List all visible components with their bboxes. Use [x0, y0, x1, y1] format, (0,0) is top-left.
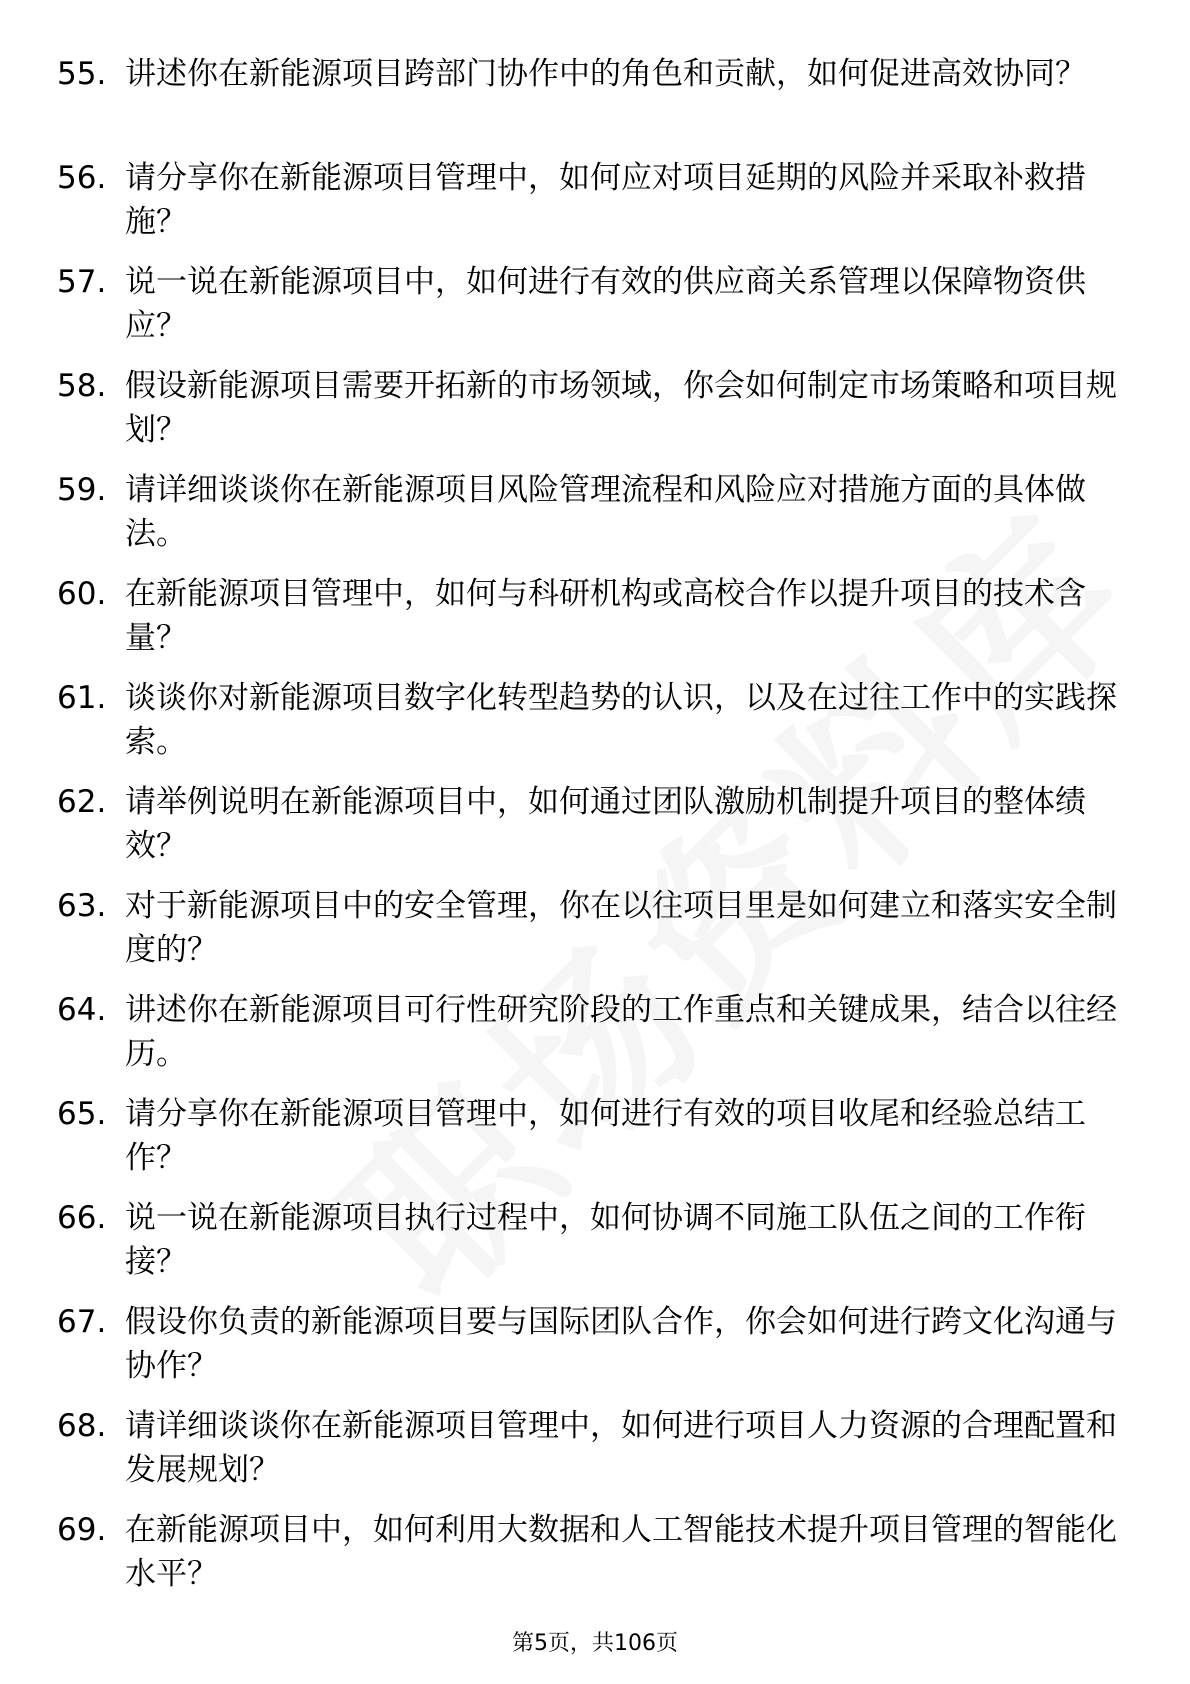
question-text: 讲述你在新能源项目跨部门协作中的角色和贡献，如何促进高效协同？	[125, 56, 1086, 92]
question-text: 在新能源项目中，如何利用大数据和人工智能技术提升项目管理的智能化水平？	[125, 1512, 1117, 1592]
question-text: 请举例说明在新能源项目中，如何通过团队激励机制提升项目的整体绩效？	[125, 784, 1086, 864]
question-text: 说一说在新能源项目中，如何进行有效的供应商关系管理以保障物资供应？	[125, 264, 1086, 344]
question-list	[57, 52, 1117, 1612]
question-item	[57, 780, 1117, 884]
question-text: 请分享你在新能源项目管理中，如何应对项目延期的风险并采取补救措施？	[125, 160, 1086, 240]
question-text: 假设新能源项目需要开拓新的市场领域，你会如何制定市场策略和项目规划？	[125, 368, 1117, 448]
question-item	[57, 1404, 1117, 1508]
question-item	[57, 676, 1117, 780]
question-number: 69.	[57, 1512, 107, 1548]
question-item	[57, 988, 1117, 1092]
question-number: 56.	[57, 160, 107, 196]
question-item	[57, 260, 1117, 364]
question-item	[57, 1300, 1117, 1404]
question-number: 63.	[57, 888, 107, 924]
question-item	[57, 1092, 1117, 1196]
question-text: 请详细谈谈你在新能源项目管理中，如何进行项目人力资源的合理配置和发展规划？	[125, 1408, 1117, 1488]
question-text: 请详细谈谈你在新能源项目风险管理流程和风险应对措施方面的具体做法。	[125, 472, 1086, 552]
question-item	[57, 468, 1117, 572]
question-number: 59.	[57, 472, 107, 508]
question-number: 66.	[57, 1200, 107, 1236]
question-item	[57, 884, 1117, 988]
question-number: 58.	[57, 368, 107, 404]
question-text: 请分享你在新能源项目管理中，如何进行有效的项目收尾和经验总结工作？	[125, 1096, 1086, 1176]
page-number: 第5页，共106页	[512, 1631, 678, 1656]
question-text: 假设你负责的新能源项目要与国际团队合作，你会如何进行跨文化沟通与协作？	[125, 1304, 1117, 1384]
question-number: 61.	[57, 680, 107, 716]
question-item	[57, 364, 1117, 468]
question-number: 57.	[57, 264, 107, 300]
question-item	[57, 572, 1117, 676]
question-text: 讲述你在新能源项目可行性研究阶段的工作重点和关键成果，结合以往经历。	[125, 992, 1117, 1072]
question-number: 64.	[57, 992, 107, 1028]
page-footer	[0, 1630, 1190, 1658]
question-number: 67.	[57, 1304, 107, 1340]
question-text: 对于新能源项目中的安全管理，你在以往项目里是如何建立和落实安全制度的？	[125, 888, 1117, 968]
question-item	[57, 1508, 1117, 1612]
question-item	[57, 1196, 1117, 1300]
question-text: 说一说在新能源项目执行过程中，如何协调不同施工队伍之间的工作衔接？	[125, 1200, 1086, 1280]
question-number: 60.	[57, 576, 107, 612]
question-number: 55.	[57, 56, 107, 92]
question-text: 在新能源项目管理中，如何与科研机构或高校合作以提升项目的技术含量？	[125, 576, 1086, 656]
question-text: 谈谈你对新能源项目数字化转型趋势的认识，以及在过往工作中的实践探索。	[125, 680, 1117, 760]
question-number: 62.	[57, 784, 107, 820]
question-item	[57, 52, 1117, 156]
question-number: 65.	[57, 1096, 107, 1132]
question-number: 68.	[57, 1408, 107, 1444]
question-item	[57, 156, 1117, 260]
